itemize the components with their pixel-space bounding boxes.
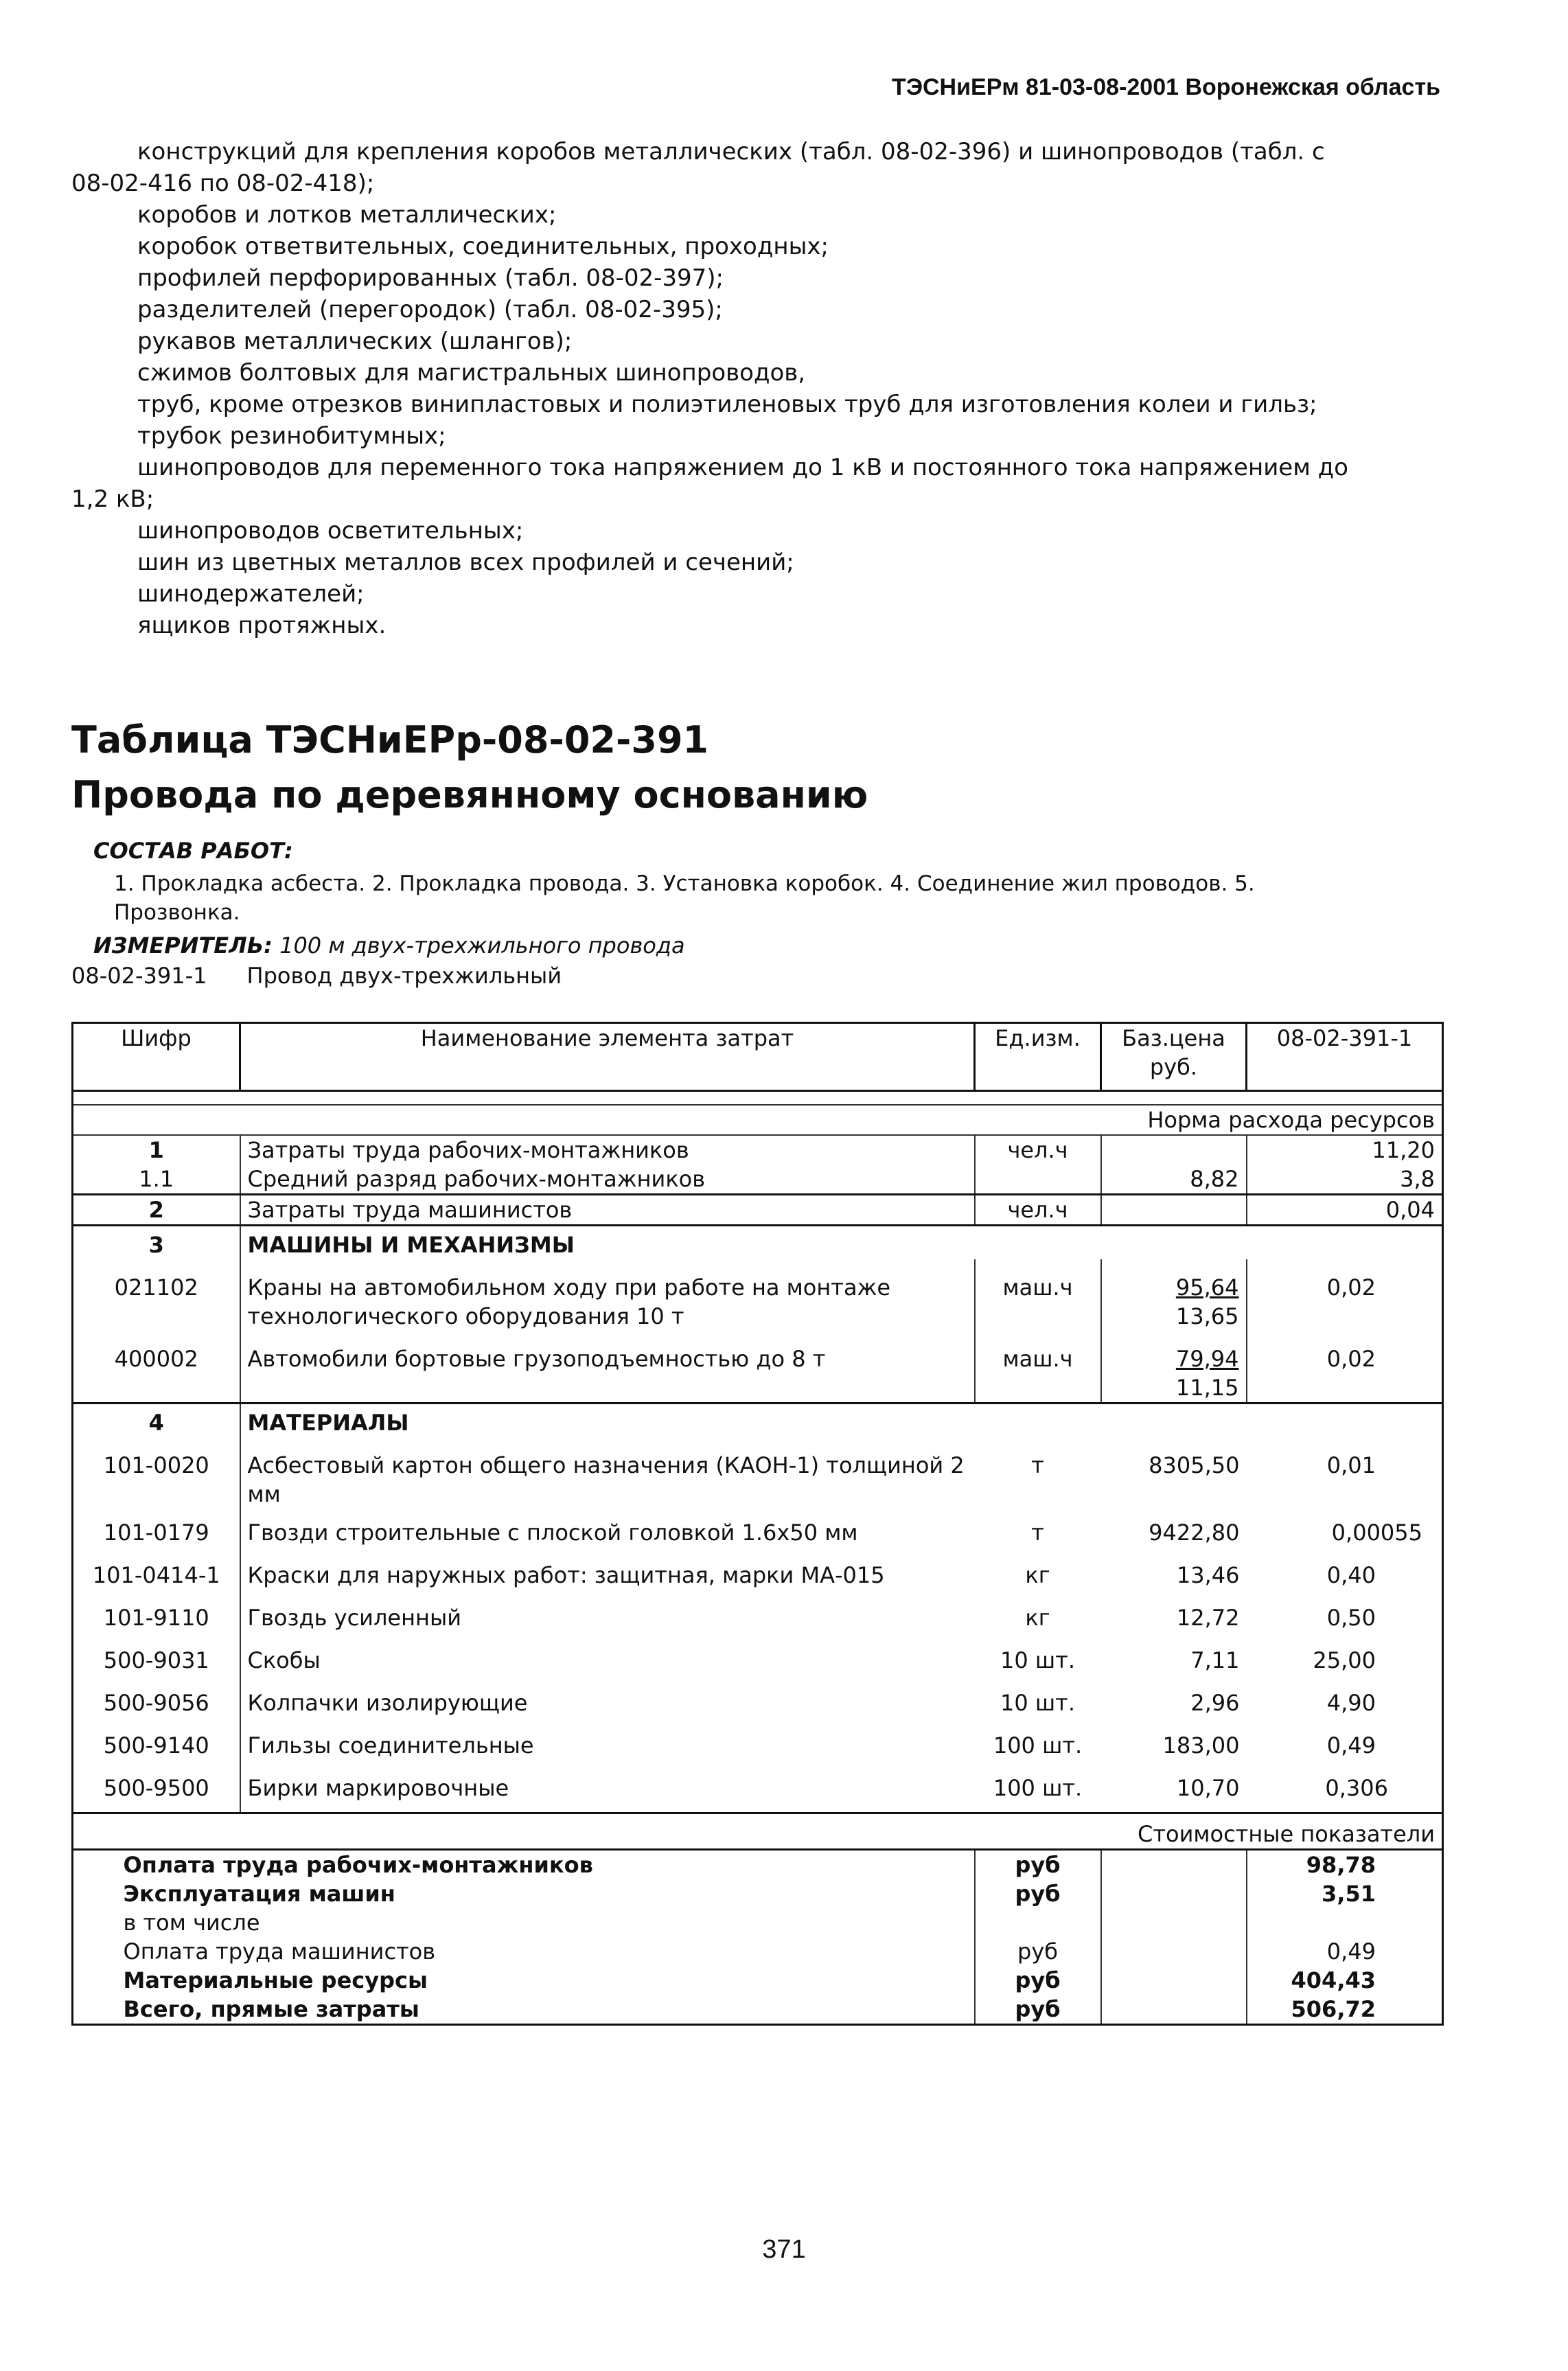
- cost-name: Всего, прямые затраты: [240, 1995, 975, 2025]
- row-price: 7,11: [1190, 1647, 1240, 1673]
- row-code: 101-0020: [73, 1437, 240, 1509]
- cost-row: [73, 1966, 1443, 1995]
- table-row: [73, 1675, 1443, 1717]
- row-value: 0,49: [1247, 1717, 1443, 1760]
- intro-line: коробок ответвительных, соединительных, проходных;: [137, 233, 829, 260]
- norm-label-row: [73, 1105, 1443, 1135]
- row-code: 500-9500: [73, 1760, 240, 1813]
- row-price: 183,00: [1162, 1732, 1240, 1759]
- row-code: 500-9056: [73, 1675, 240, 1717]
- row-unit: 100 шт.: [993, 1732, 1083, 1759]
- intro-line: рукавов металлических (шлангов);: [137, 328, 573, 355]
- cost-name: Оплата труда рабочих-монтажников: [123, 1852, 593, 1878]
- row-price: 10,70: [1176, 1775, 1240, 1801]
- row-name: Асбестовый картон общего назначения (КАОН-1) толщиной 2 мм: [240, 1437, 975, 1509]
- measure-value: 100 м двух-трехжильного провода: [272, 932, 685, 959]
- row-unit: маш.ч: [975, 1259, 1101, 1331]
- cost-row: [73, 1937, 1443, 1966]
- row-name: Гильзы соединительные: [240, 1717, 975, 1760]
- header-name: Наименование элемента затрат: [240, 1023, 975, 1091]
- row-name: Скобы: [240, 1632, 975, 1675]
- intro-line: шинопроводов осветительных;: [137, 517, 524, 545]
- table-row: [73, 1632, 1443, 1675]
- row-code: 101-0179: [73, 1509, 240, 1547]
- work-heading: СОСТАВ РАБОТ:: [93, 838, 293, 864]
- row-code: 021102: [73, 1259, 240, 1331]
- cost-row: [73, 1879, 1443, 1908]
- intro-line: шинопроводов для переменного тока напряжением до 1 кВ и постоянного тока напряжением до: [137, 454, 1348, 481]
- intro-line: разделителей (перегородок) (табл. 08-02-395);: [137, 296, 723, 323]
- table-subtitle: Провода по деревянному основанию: [71, 773, 868, 816]
- row-value: 11,20: [1247, 1135, 1443, 1165]
- row-value: 25,00: [1247, 1632, 1443, 1675]
- row-code: 1: [73, 1135, 240, 1165]
- row-unit: чел.ч: [975, 1135, 1101, 1165]
- code-line: [71, 963, 601, 989]
- row-price: 9422,80: [1149, 1520, 1240, 1546]
- row-name: Бирки маркировочные: [240, 1760, 975, 1813]
- row-name: Затраты труда рабочих-монтажников: [240, 1135, 975, 1165]
- row-price: 12,72: [1176, 1605, 1240, 1631]
- intro-line: 1,2 кВ;: [71, 485, 154, 513]
- row-unit: чел.ч: [975, 1195, 1101, 1226]
- row-value: 4,90: [1247, 1675, 1443, 1717]
- intro-line: коробов и лотков металлических;: [137, 201, 557, 229]
- header-column: 08-02-391-1: [1247, 1023, 1443, 1091]
- row-unit: 10 шт.: [1000, 1647, 1075, 1673]
- row-unit: кг: [1025, 1562, 1050, 1588]
- row-price: 8305,50: [1149, 1452, 1240, 1478]
- intro-line: трубок резинобитумных;: [137, 422, 446, 450]
- intro-line: труб, кроме отрезков винипластовых и полиэтиленовых труб для изготовления колеи и гильз;: [137, 391, 1317, 418]
- resource-table: [71, 1022, 1444, 2026]
- cost-row: [73, 1908, 1443, 1937]
- row-name: Колпачки изолирующие: [240, 1675, 975, 1717]
- section-header-row: [73, 1226, 1443, 1260]
- row-unit: кг: [1025, 1605, 1050, 1631]
- row-value: 0,306: [1247, 1760, 1443, 1813]
- row-value: 0,50: [1247, 1590, 1443, 1632]
- cost-name: Эксплуатация машин: [123, 1881, 395, 1907]
- measure-label: ИЗМЕРИТЕЛЬ:: [93, 932, 273, 959]
- row-value: 0,00055: [1247, 1509, 1443, 1547]
- running-header: ТЭСНиЕРм 81-03-08-2001 Воронежская область: [892, 74, 1440, 100]
- norm-label: Норма расхода ресурсов: [1101, 1105, 1443, 1135]
- price-sub: 13,65: [1175, 1303, 1239, 1329]
- row-unit: маш.ч: [975, 1331, 1101, 1404]
- row-name: Средний разряд рабочих-монтажников: [240, 1165, 975, 1195]
- row-price: 8,82: [1101, 1165, 1247, 1195]
- table-row: [73, 1259, 1443, 1331]
- row-value: 3,8: [1247, 1165, 1443, 1195]
- row-price: 2,96: [1190, 1690, 1240, 1716]
- row-value: 0,04: [1247, 1195, 1443, 1226]
- row-unit: 10 шт.: [1000, 1690, 1075, 1716]
- table-row: [73, 1165, 1443, 1195]
- cost-value: 98,78: [1247, 1850, 1443, 1880]
- cost-name: Материальные ресурсы: [123, 1967, 428, 1993]
- row-unit: 100 шт.: [993, 1775, 1083, 1801]
- work-text: 1. Прокладка асбеста. 2. Прокладка провода. 3. Установка коробок. 4. Соединение жил проводов. 5. Прозвонка.: [114, 871, 1255, 925]
- table-row: [73, 1331, 1443, 1404]
- cost-label: Стоимостные показатели: [1101, 1813, 1443, 1850]
- table-title: Таблица ТЭСНиЕРр-08-02-391: [71, 718, 709, 761]
- row-price: [1101, 1331, 1247, 1404]
- row-value: 0,02: [1247, 1331, 1443, 1404]
- measure: [93, 932, 685, 959]
- intro-line: шин из цветных металлов всех профилей и сечений;: [137, 549, 794, 576]
- table-row: [73, 1509, 1443, 1547]
- cost-unit: [975, 1908, 1101, 1937]
- intro-line: конструкций для крепления коробов металлических (табл. 08-02-396) и шинопроводов (табл. с: [137, 138, 1325, 165]
- cost-unit: руб: [975, 1879, 1101, 1908]
- row-code: 1.1: [73, 1165, 240, 1195]
- row-code: 400002: [73, 1331, 240, 1404]
- cost-value: 404,43: [1247, 1966, 1443, 1995]
- row-code: 4: [73, 1404, 240, 1438]
- cost-value: 506,72: [1247, 1995, 1443, 2025]
- row-code: 101-9110: [73, 1590, 240, 1632]
- price-sub: 11,15: [1175, 1375, 1239, 1401]
- header-code: Шифр: [73, 1023, 240, 1091]
- section-title: МАШИНЫ И МЕХАНИЗМЫ: [240, 1226, 975, 1260]
- table-row: [73, 1547, 1443, 1590]
- row-name: Автомобили бортовые грузоподъемностью до 8 т: [240, 1331, 975, 1404]
- row-name: Гвозди строительные с плоской головкой 1.6х50 мм: [240, 1509, 975, 1547]
- code-description: Провод двух-трехжильный: [246, 963, 562, 989]
- table-row: [73, 1760, 1443, 1813]
- row-price: 13,46: [1176, 1562, 1240, 1588]
- row-code: 500-9031: [73, 1632, 240, 1675]
- row-code: 3: [73, 1226, 240, 1260]
- row-price: [1101, 1259, 1247, 1331]
- cost-unit: руб: [975, 1966, 1101, 1995]
- row-value: 0,01: [1247, 1437, 1443, 1509]
- header-price: Баз.цена руб.: [1101, 1023, 1247, 1091]
- intro-list: [71, 136, 1447, 641]
- cost-unit: руб: [975, 1850, 1101, 1880]
- intro-line: 08-02-416 по 08-02-418);: [71, 170, 375, 197]
- cost-unit: руб: [975, 1937, 1101, 1966]
- section-title: МАТЕРИАЛЫ: [240, 1404, 975, 1438]
- price-base: 79,94: [1175, 1346, 1239, 1372]
- header-unit: Ед.изм.: [975, 1023, 1101, 1091]
- row-unit: т: [1031, 1520, 1044, 1546]
- intro-line: профилей перфорированных (табл. 08-02-397);: [137, 264, 724, 292]
- cost-unit: руб: [975, 1995, 1101, 2025]
- section-header-row: [73, 1404, 1443, 1438]
- intro-line: ящиков протяжных.: [137, 612, 387, 639]
- cost-value: [1247, 1908, 1443, 1937]
- table-header-row: [73, 1023, 1443, 1091]
- row-name: Краны на автомобильном ходу при работе на монтаже технологического оборудования 10 т: [240, 1259, 975, 1331]
- cost-row: [73, 1850, 1443, 1880]
- row-name: Гвоздь усиленный: [240, 1590, 975, 1632]
- code-number: 08-02-391-1: [71, 963, 207, 989]
- cost-row: [73, 1995, 1443, 2025]
- table-row: [73, 1195, 1443, 1226]
- intro-line: шинодержателей;: [137, 580, 365, 608]
- cost-name: в том числе: [123, 1910, 260, 1936]
- row-value: 0,02: [1247, 1259, 1443, 1331]
- row-name: Затраты труда машинистов: [240, 1195, 975, 1226]
- page-number: 371: [762, 2235, 806, 2264]
- price-base: 95,64: [1175, 1274, 1239, 1301]
- row-name: Краски для наружных работ: защитная, марки МА-015: [240, 1547, 975, 1590]
- row-code: 101-0414-1: [73, 1547, 240, 1590]
- row-value: 0,40: [1247, 1547, 1443, 1590]
- table-row: [73, 1590, 1443, 1632]
- row-unit: т: [1031, 1452, 1044, 1478]
- intro-line: сжимов болтовых для магистральных шинопроводов,: [137, 359, 806, 387]
- table-row: [73, 1717, 1443, 1760]
- cost-value: 0,49: [1247, 1937, 1443, 1966]
- cost-label-row: [73, 1813, 1443, 1850]
- table-row: [73, 1135, 1443, 1165]
- cost-name: Оплата труда машинистов: [123, 1938, 436, 1965]
- row-code: 2: [73, 1195, 240, 1226]
- row-code: 500-9140: [73, 1717, 240, 1760]
- cost-value: 3,51: [1247, 1879, 1443, 1908]
- table-row: [73, 1437, 1443, 1509]
